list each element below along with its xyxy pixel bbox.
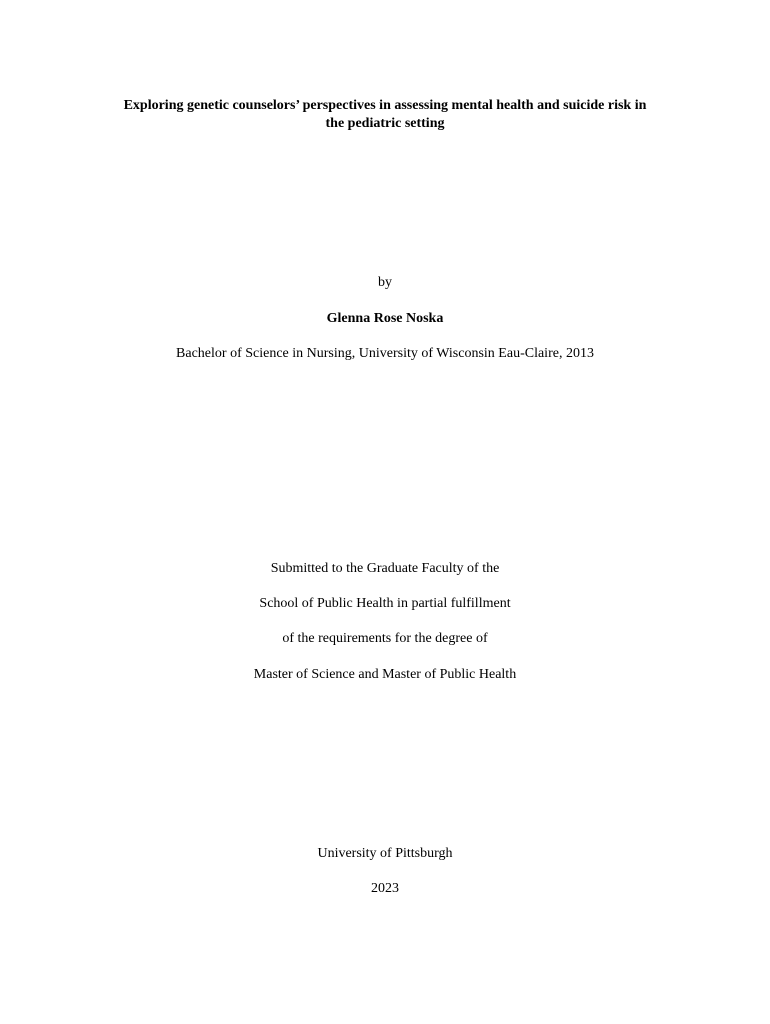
submission-line-3: of the requirements for the degree of [282, 631, 488, 646]
document-title [95, 97, 675, 133]
title-line-1: Exploring genetic counselors’ perspectives in assessing mental health and suicide risk in [123, 98, 647, 113]
institution-name: University of Pittsburgh [317, 846, 453, 861]
by-label: by [378, 275, 392, 290]
year: 2023 [371, 881, 399, 896]
author-name: Glenna Rose Noska [326, 311, 444, 326]
title-line-2: the pediatric setting [325, 116, 445, 131]
submission-line-1: Submitted to the Graduate Faculty of the [270, 561, 500, 576]
submission-line-2: School of Public Health in partial fulfillment [259, 596, 511, 611]
degree-name: Master of Science and Master of Public Health [253, 667, 517, 682]
prior-degree: Bachelor of Science in Nursing, University of Wisconsin Eau-Claire, 2013 [176, 346, 594, 361]
